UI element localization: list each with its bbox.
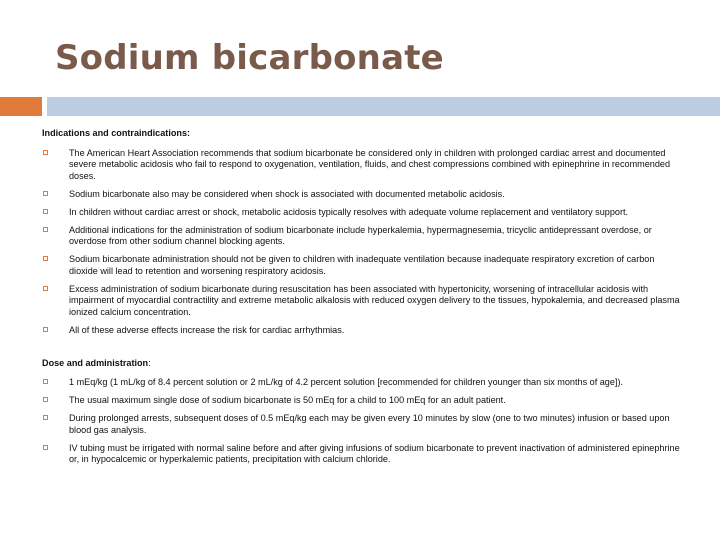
list-item xyxy=(42,189,682,201)
square-bullet-icon xyxy=(43,256,48,261)
list-item xyxy=(42,325,682,337)
square-bullet-icon xyxy=(43,227,48,232)
list-item-text: 1 mEq/kg (1 mL/kg of 8.4 percent solution or 2 mL/kg of 4.2 percent solution [recommended for children younger than six months of age]). xyxy=(69,377,624,387)
list-item xyxy=(42,377,682,389)
section-spacer xyxy=(42,343,682,358)
square-bullet-icon xyxy=(43,286,48,291)
list-item xyxy=(42,413,682,436)
square-bullet-icon xyxy=(43,191,48,196)
list-item xyxy=(42,443,682,466)
square-bullet-icon xyxy=(43,397,48,402)
list-item-text: IV tubing must be irrigated with normal saline before and after giving infusions of sodium bicarbonate to prevent inactivation of administered epinephrine or, in hypocalcemic or hyperkalemic patients, precipitation with calcium chloride. xyxy=(69,442,680,464)
dose-list xyxy=(42,377,682,466)
list-item-text: In children without cardiac arrest or shock, metabolic acidosis typically resolves with adequate volume replacement and ventilatory support. xyxy=(69,206,629,217)
list-item xyxy=(42,148,682,183)
list-item xyxy=(42,254,682,277)
list-item-text: Sodium bicarbonate also may be considered when shock is associated with documented metabolic acidosis. xyxy=(69,188,505,199)
list-item-text: All of these adverse effects increase the risk for cardiac arrhythmias. xyxy=(69,324,345,335)
list-item xyxy=(42,225,682,248)
list-item-text: Excess administration of sodium bicarbonate during resuscitation has been associated with hypertonicity, worsening of intracellular acidosis with impairment of myocardial contractility and extreme metabolic alkalosis with reduced oxygen delivery to the tissues, hypokalemia, and decreased plasma ionized calcium concentration. xyxy=(69,283,680,317)
slide-title: Sodium bicarbonate xyxy=(55,38,444,78)
section-heading-dose xyxy=(42,358,682,370)
list-item-text: Additional indications for the administration of sodium bicarbonate include hyperkalemia, hypermagnesemia, tricyclic antidepressant overdose, or overdose from other sodium channel blocking agents. xyxy=(69,224,652,246)
title-divider-bar xyxy=(47,97,720,116)
square-bullet-icon xyxy=(43,150,48,155)
list-item xyxy=(42,284,682,319)
list-item-text: The usual maximum single dose of sodium bicarbonate is 50 mEq for a child to 100 mEq for an adult patient. xyxy=(69,395,506,405)
list-item xyxy=(42,207,682,219)
section-heading-colon: : xyxy=(148,357,151,368)
title-accent-bar xyxy=(0,97,42,116)
list-item xyxy=(42,395,682,407)
section-heading-text: Dose and administration xyxy=(42,357,149,368)
indications-list xyxy=(42,148,682,337)
list-item-text: Sodium bicarbonate administration should not be given to children with inadequate ventilation because inadequate respiratory excretion of carbon dioxide will lead to retention and worsening respiratory acidosis. xyxy=(69,254,655,276)
slide-body xyxy=(42,128,682,472)
section-heading-indications xyxy=(42,128,682,140)
square-bullet-icon xyxy=(43,415,48,420)
square-bullet-icon xyxy=(43,209,48,214)
list-item-text: During prolonged arrests, subsequent doses of 0.5 mEq/kg each may be given every 10 minutes by slow (one to two minutes) infusion or based upon blood gas analysis. xyxy=(69,413,670,435)
square-bullet-icon xyxy=(43,445,48,450)
list-item-text: The American Heart Association recommends that sodium bicarbonate be considered only in children with prolonged cardiac arrest and documented severe metabolic acidosis who fail to respond to oxygenation, ventilation, fluids, and chest compressions combined with epinephrine in recommended doses. xyxy=(69,147,671,181)
square-bullet-icon xyxy=(43,327,48,332)
square-bullet-icon xyxy=(43,379,48,384)
section-heading-text: Indications and contraindications: xyxy=(42,128,191,138)
